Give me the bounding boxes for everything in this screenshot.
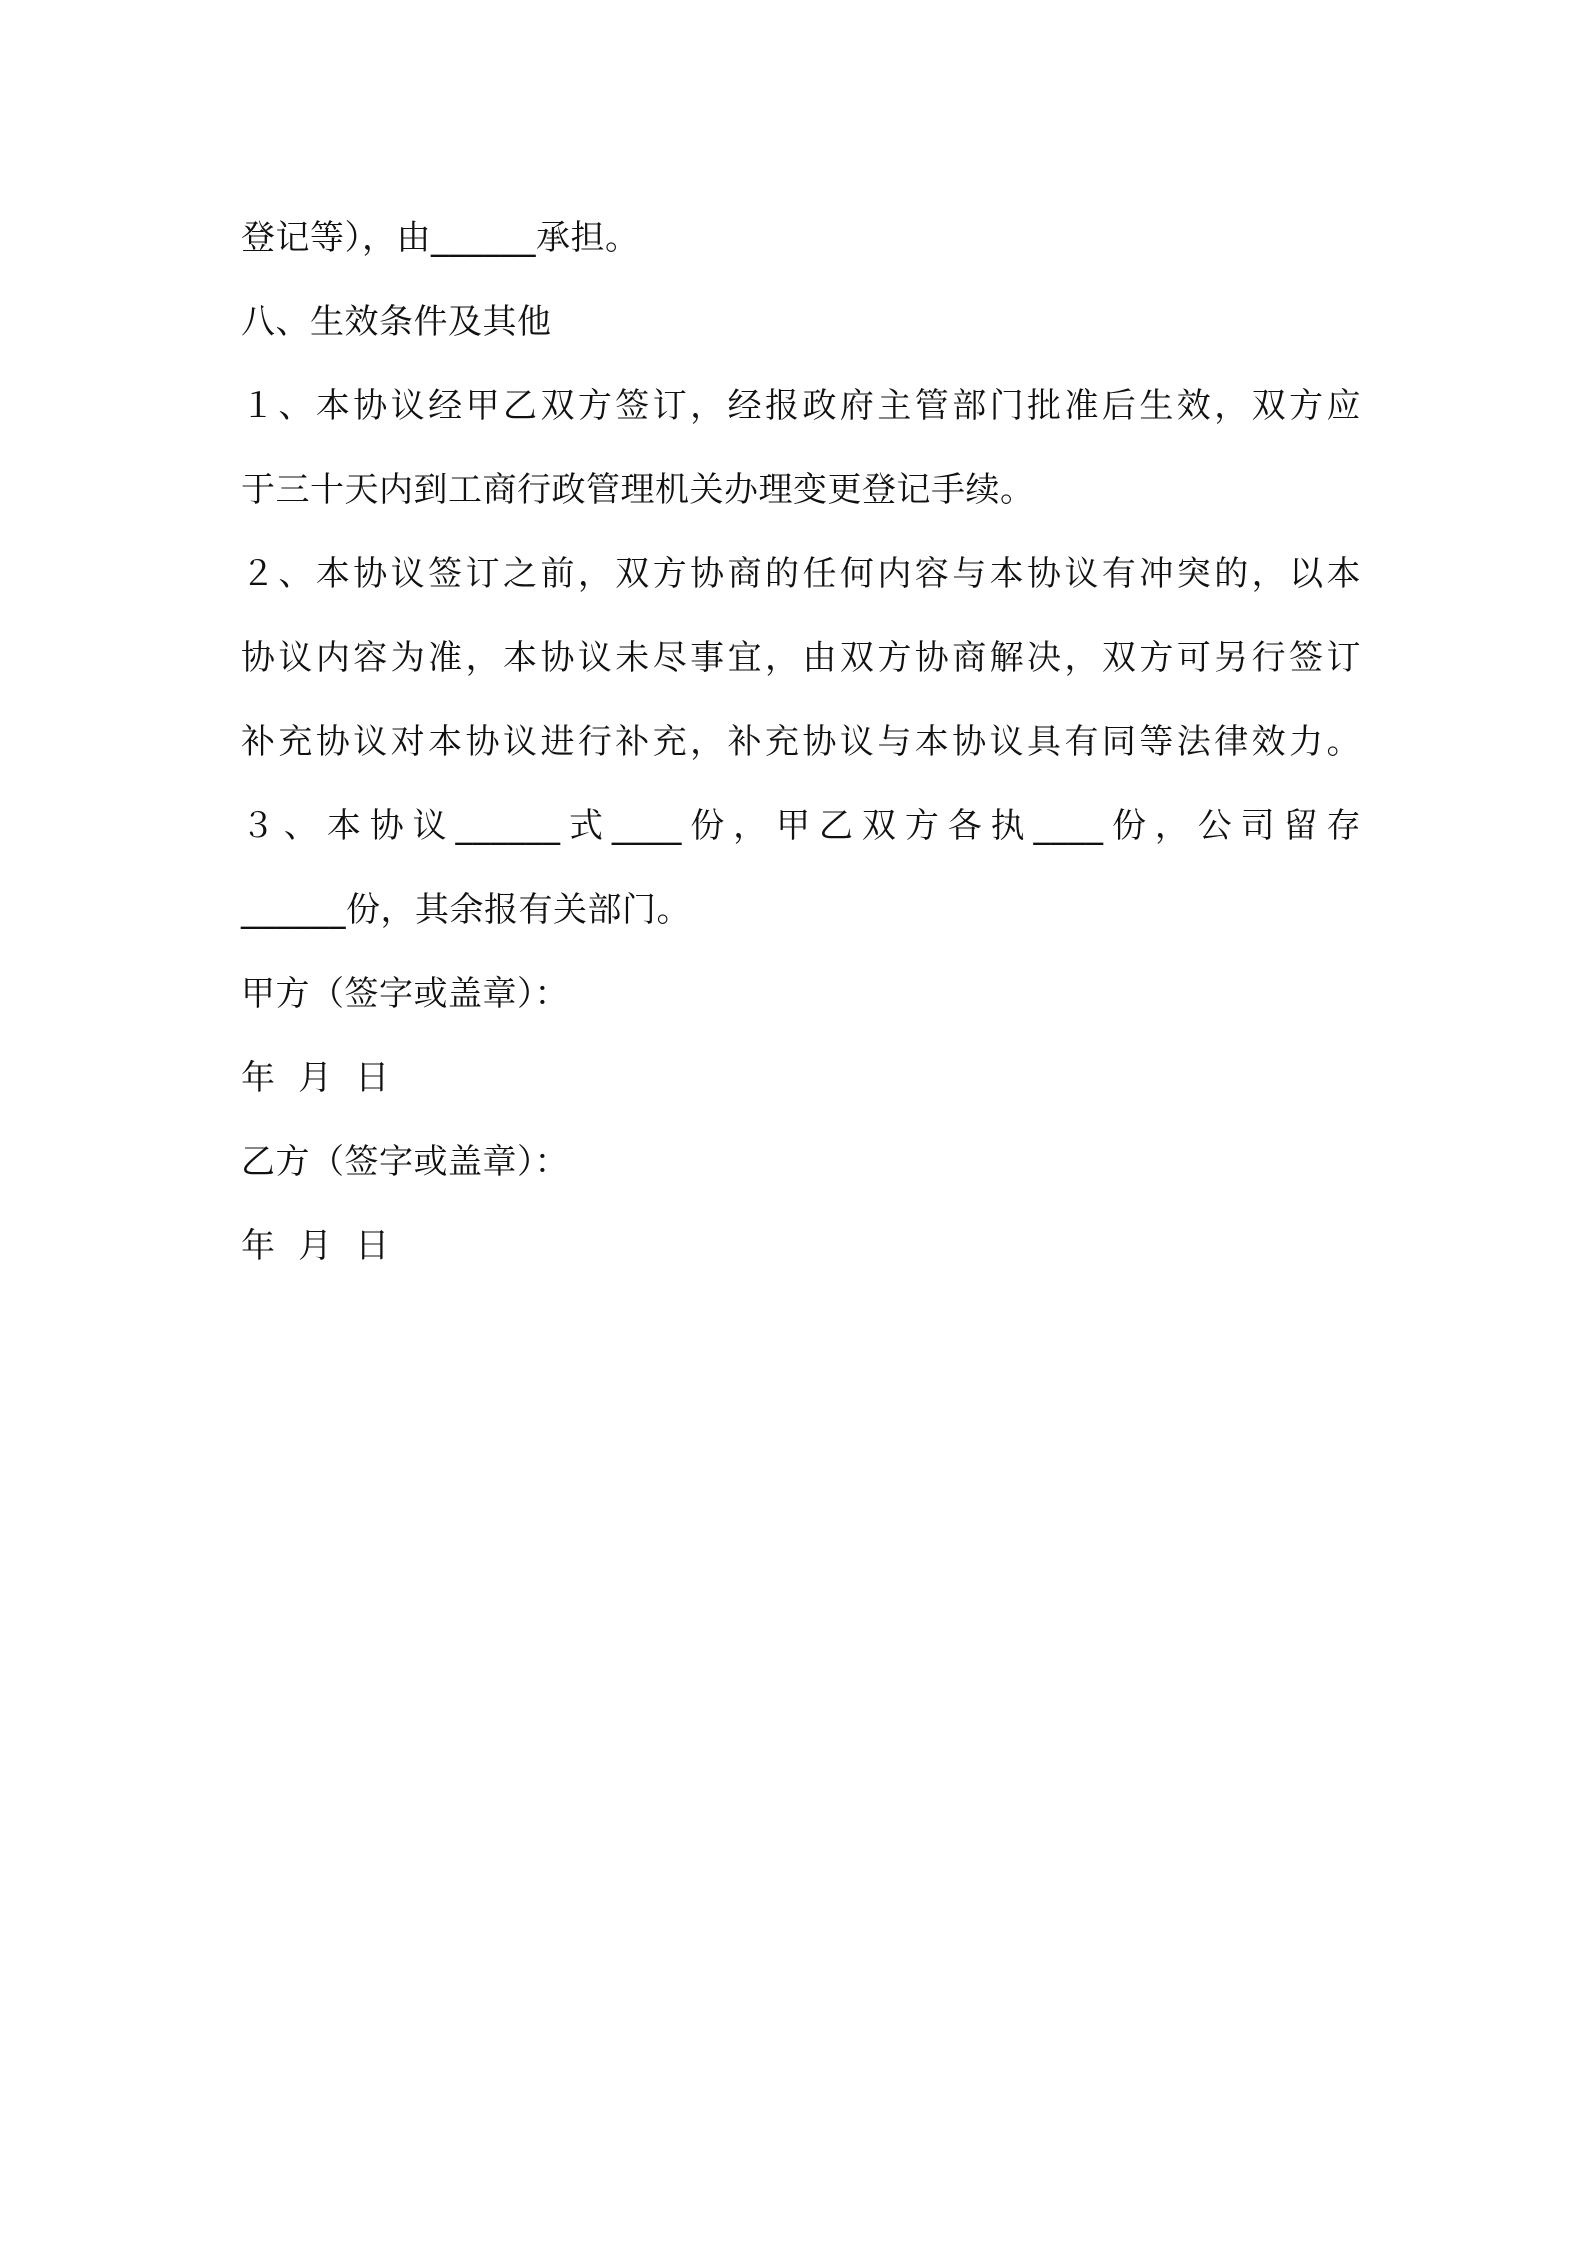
clause-7-continuation: 登记等），由______承担。 [241, 218, 640, 258]
party-a-signature-label: 甲方（签字或盖章）： [241, 974, 569, 1014]
clause-8-1-line-2: 于三十天内到工商行政管理机关办理变更登记手续。 [241, 470, 1035, 510]
clause-8-2-line-2: 协议内容为准，本协议未尽事宜，由双方协商解决，双方可另行签订 [241, 638, 1361, 678]
clause-8-1-line-1: １、本协议经甲乙双方签订，经报政府主管部门批准后生效，双方应 [241, 386, 1361, 426]
section-8-heading: 八、生效条件及其他 [241, 302, 552, 342]
document-body [241, 196, 1361, 1288]
clause-8-3-line-2: ______份，其余报有关部门。 [241, 890, 691, 930]
party-a-date-line: 年 月 日 [241, 1058, 390, 1098]
clause-8-2-line-3: 补充协议对本协议进行补充，补充协议与本协议具有同等法律效力。 [241, 722, 1361, 762]
clause-8-2-line-1: ２、本协议签订之前，双方协商的任何内容与本协议有冲突的，以本 [241, 554, 1361, 594]
clause-8-3-line-1: ３、本协议______式____份，甲乙双方各执____份，公司留存 [241, 806, 1361, 846]
party-b-date-line: 年 月 日 [241, 1226, 390, 1266]
party-b-signature-label: 乙方（签字或盖章）： [241, 1142, 569, 1182]
